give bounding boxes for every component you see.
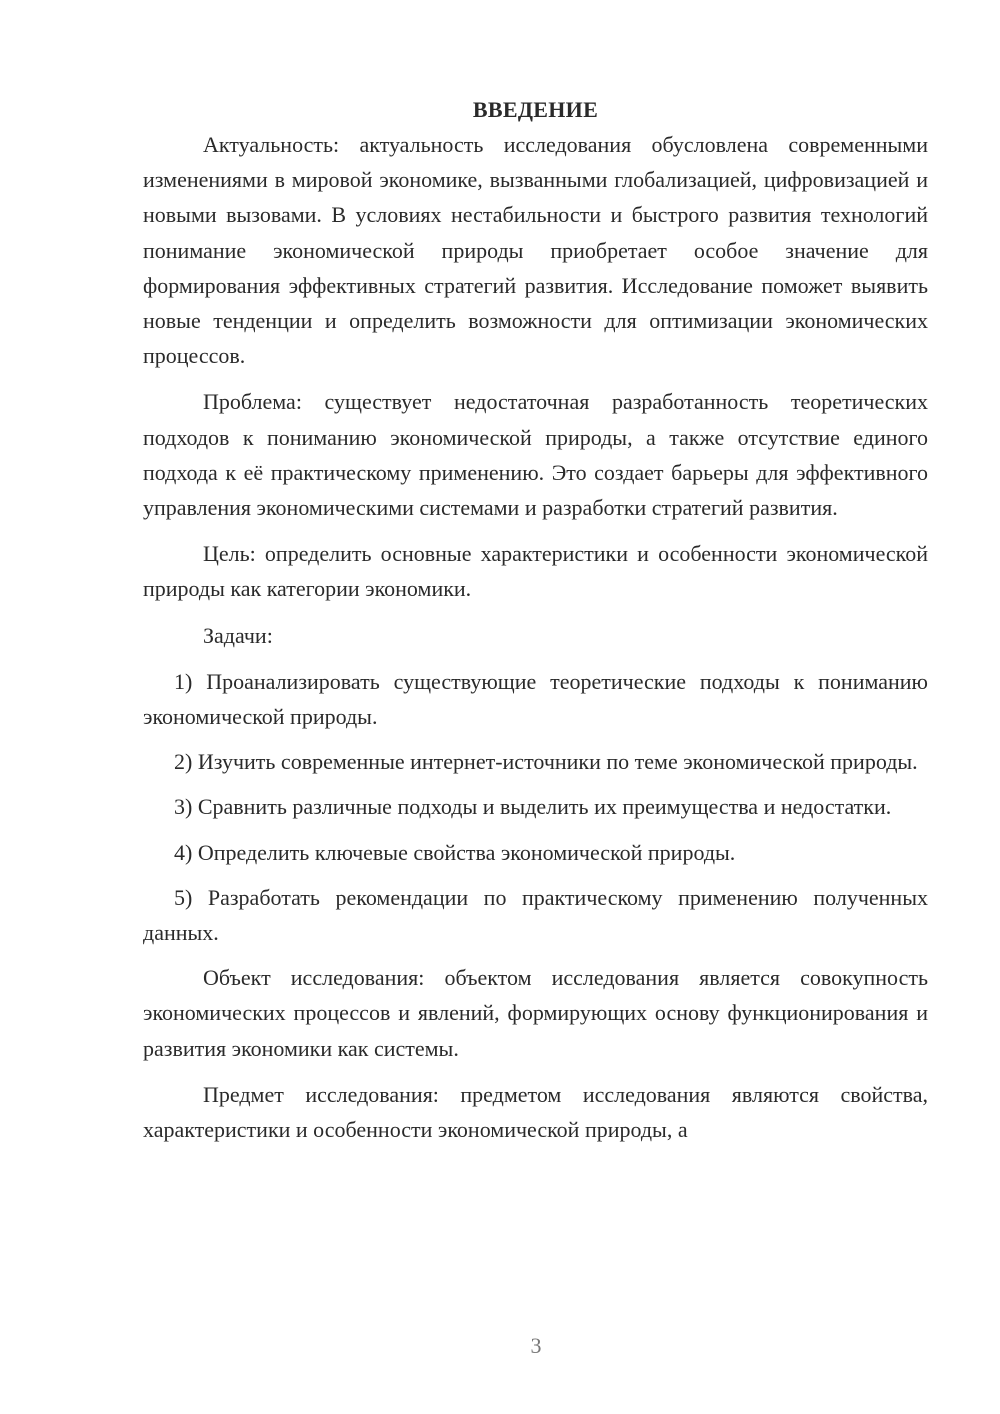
relevance-paragraph: Актуальность: актуальность исследования обусловлена современными изменениями в мировой экономике, вызванными глобализацией, цифровизацией и новыми вызовами. В условиях нестабильности и быстрого развития технологий понимание экономической природы приобретает особое значение для формирования эффективных стратегий развития. Исследование поможет выявить новые тенденции и определить возможности для оптимизации экономических процессов. [143,132,928,369]
object-paragraph: Объект исследования: объектом исследования является совокупность экономических процессов и явлений, формирующих основу функционирования и развития экономики как системы. [143,965,928,1061]
goal-paragraph: Цель: определить основные характеристики и особенности экономической природы как категории экономики. [143,541,928,602]
problem-paragraph: Проблема: существует недостаточная разработанность теоретических подходов к пониманию экономической природы, а также отсутствие единого подхода к её практическому применению. Это создает барьеры для эффективного управления экономическими системами и разработки стратегий развития. [143,389,928,521]
task-item-4: 4) Определить ключевые свойства экономической природы. [174,839,736,865]
subject-paragraph: Предмет исследования: предметом исследования являются свойства, характеристики и особенности экономической природы, а [143,1081,928,1143]
document-page [143,92,928,1147]
tasks-heading: Задачи: [203,622,273,648]
task-item-1: 1) Проанализировать существующие теоретические подходы к пониманию экономической природы. [143,668,928,730]
task-item-5: 5) Разработать рекомендации по практическому применению полученных данных. [143,884,928,946]
section-title: ВВЕДЕНИЕ [472,97,599,122]
task-item-3: 3) Сравнить различные подходы и выделить их преимущества и недостатки. [174,794,892,820]
task-item-2: 2) Изучить современные интернет-источники по теме экономической природы. [174,749,918,775]
page-number: 3 [530,1333,542,1358]
